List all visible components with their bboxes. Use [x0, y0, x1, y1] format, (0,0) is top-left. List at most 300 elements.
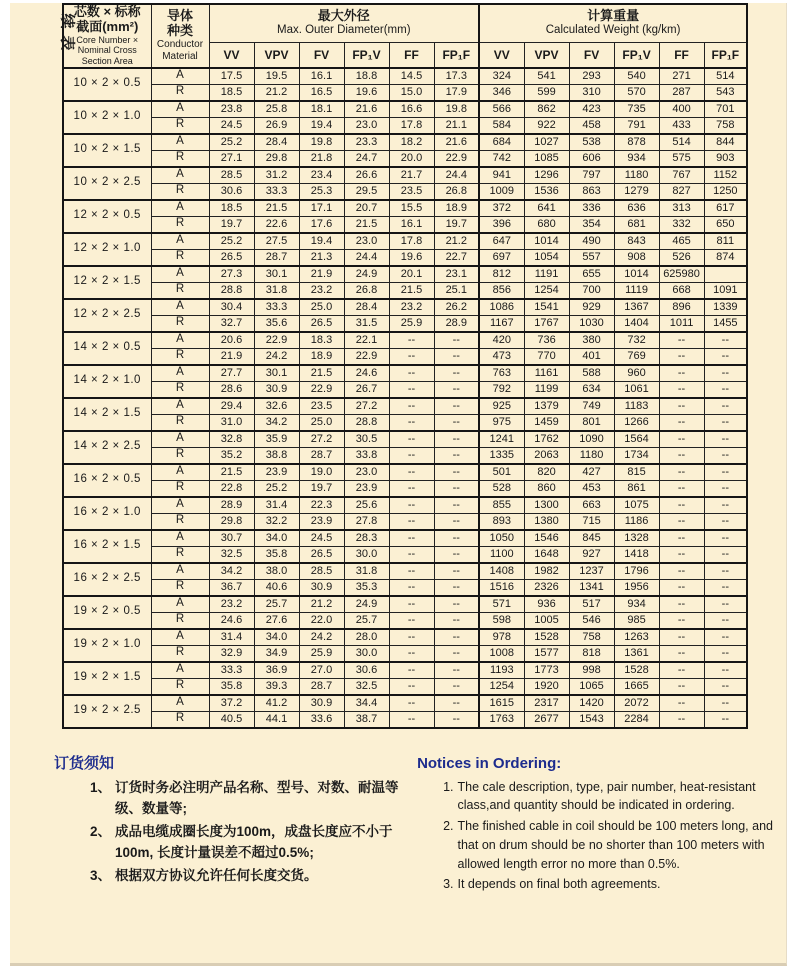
weight-value-cell: 878 — [614, 134, 659, 151]
diameter-value-cell: 21.9 — [209, 348, 254, 365]
weight-value-cell: 543 — [704, 84, 747, 101]
weight-value-cell: 960 — [614, 365, 659, 382]
weight-value-cell: 1008 — [479, 645, 524, 662]
weight-value-cell: 758 — [704, 117, 747, 134]
spec-cell: 16 × 2 × 2.5 — [63, 563, 151, 596]
weight-value-cell: -- — [659, 645, 704, 662]
table-row — [63, 117, 747, 134]
weight-value-cell: 998 — [569, 662, 614, 679]
table-row — [63, 398, 747, 415]
diameter-value-cell: 28.6 — [209, 381, 254, 398]
table-row — [63, 365, 747, 382]
diameter-value-cell: 21.2 — [254, 84, 299, 101]
weight-value-cell: 1734 — [614, 447, 659, 464]
diameter-value-cell: 35.3 — [344, 579, 389, 596]
material-cell: R — [151, 711, 209, 728]
material-cell: A — [151, 68, 209, 85]
weight-value-cell: -- — [659, 348, 704, 365]
diameter-value-cell: -- — [434, 365, 479, 382]
diameter-value-cell: -- — [434, 414, 479, 431]
weight-value-cell: 1516 — [479, 579, 524, 596]
weight-value-cell: -- — [659, 678, 704, 695]
diameter-value-cell: -- — [434, 662, 479, 679]
weight-value-cell: 934 — [614, 150, 659, 167]
diameter-value-cell: 15.5 — [389, 200, 434, 217]
diameter-value-cell: -- — [434, 513, 479, 530]
diameter-value-cell: 24.5 — [299, 530, 344, 547]
weight-value-cell: 1296 — [524, 167, 569, 184]
weight-value-cell: 732 — [614, 332, 659, 349]
weight-value-cell: 812 — [479, 266, 524, 283]
spec-cell: 19 × 2 × 1.0 — [63, 629, 151, 662]
weight-value-cell: 372 — [479, 200, 524, 217]
weight-value-cell: 663 — [569, 497, 614, 514]
diameter-value-cell: 31.5 — [344, 315, 389, 332]
weight-value-cell: 1054 — [524, 249, 569, 266]
diameter-value-cell: 24.6 — [344, 365, 389, 382]
diameter-value-cell: -- — [389, 563, 434, 580]
diameter-value-cell: 25.6 — [344, 497, 389, 514]
weight-value-cell: -- — [704, 365, 747, 382]
diameter-value-cell: 40.6 — [254, 579, 299, 596]
weight-value-cell: 1030 — [569, 315, 614, 332]
diameter-value-cell: 33.8 — [344, 447, 389, 464]
diameter-value-cell: -- — [389, 662, 434, 679]
spec-cell: 19 × 2 × 1.5 — [63, 662, 151, 695]
material-header-en-line1: Conductor — [156, 39, 204, 51]
diameter-value-cell: 34.2 — [209, 563, 254, 580]
diameter-value-cell: 17.8 — [389, 117, 434, 134]
notice-item-text: 订货时务必注明产品名称、型号、对数、耐温等级、数量等; — [115, 779, 399, 816]
weight-value-cell: 684 — [479, 134, 524, 151]
spec-header-cn-line2: 截面(mm²) — [76, 18, 139, 34]
diameter-value-cell: 30.1 — [254, 365, 299, 382]
weight-value-cell: 526 — [659, 249, 704, 266]
table-row — [63, 332, 747, 349]
diameter-value-cell: -- — [434, 464, 479, 481]
diameter-group-header — [209, 4, 479, 43]
weight-value-cell: 985 — [614, 612, 659, 629]
weight-value-cell: -- — [704, 546, 747, 563]
diameter-value-cell: -- — [389, 579, 434, 596]
spec-cell: 12 × 2 × 1.0 — [63, 233, 151, 266]
diameter-value-cell: 20.0 — [389, 150, 434, 167]
diameter-value-cell: 16.5 — [299, 84, 344, 101]
weight-value-cell: 1085 — [524, 150, 569, 167]
weight-value-cell: 541 — [524, 68, 569, 85]
notices-section — [10, 729, 786, 895]
material-cell: R — [151, 612, 209, 629]
spec-cell: 16 × 2 × 1.0 — [63, 497, 151, 530]
spec-header-en-line3: Section Area — [81, 56, 133, 67]
material-cell: R — [151, 579, 209, 596]
diameter-value-cell: 15.0 — [389, 84, 434, 101]
weight-value-cell: 896 — [659, 299, 704, 316]
weight-value-cell: 815 — [614, 464, 659, 481]
weight-value-cell: 655 — [569, 266, 614, 283]
diameter-value-cell: 34.2 — [254, 414, 299, 431]
diameter-value-cell: 22.8 — [209, 480, 254, 497]
weight-value-cell: -- — [704, 348, 747, 365]
notice-item — [90, 822, 409, 864]
diameter-value-cell: 32.8 — [209, 431, 254, 448]
weight-value-cell: 1254 — [524, 282, 569, 299]
diameter-value-cell: 17.6 — [299, 216, 344, 233]
weight-value-cell: 903 — [704, 150, 747, 167]
weight-value-cell: 1014 — [524, 233, 569, 250]
weight-value-cell: -- — [659, 612, 704, 629]
diameter-value-cell: 27.2 — [344, 398, 389, 415]
diameter-value-cell: 23.0 — [344, 233, 389, 250]
notices-english-title: Notices in Ordering: — [417, 754, 562, 772]
diameter-value-cell: 28.7 — [299, 447, 344, 464]
table-row — [63, 282, 747, 299]
weight-value-cell: 1380 — [524, 513, 569, 530]
weight-value-cell: 1191 — [524, 266, 569, 283]
diameter-value-cell: 24.7 — [344, 150, 389, 167]
notice-item-text: The finished cable in coil should be 100 meters long, and that on drum should be no shorter than 100 meters with allowed length error no more than 0.5%. — [457, 819, 773, 871]
weight-value-cell: 1237 — [569, 563, 614, 580]
diameter-value-cell: 26.2 — [434, 299, 479, 316]
weight-value-cell: 715 — [569, 513, 614, 530]
notice-item — [443, 778, 786, 816]
weight-value-cell: -- — [704, 530, 747, 547]
diameter-value-cell: -- — [434, 678, 479, 695]
spec-cell: 16 × 2 × 0.5 — [63, 464, 151, 497]
table-row — [63, 464, 747, 481]
weight-value-cell: 742 — [479, 150, 524, 167]
diameter-value-cell: 30.1 — [254, 266, 299, 283]
table-row — [63, 134, 747, 151]
diameter-value-cell: 29.4 — [209, 398, 254, 415]
weight-value-cell: 701 — [704, 101, 747, 118]
weight-value-cell: 1065 — [569, 678, 614, 695]
column-header-wt-6: FP₁F — [704, 43, 747, 68]
table-row — [63, 563, 747, 580]
weight-value-cell: 1455 — [704, 315, 747, 332]
weight-value-cell: 310 — [569, 84, 614, 101]
diameter-value-cell: 28.4 — [254, 134, 299, 151]
table-row — [63, 84, 747, 101]
diameter-value-cell: 26.6 — [344, 167, 389, 184]
weight-value-cell: -- — [704, 480, 747, 497]
weight-value-cell: 818 — [569, 645, 614, 662]
weight-value-cell: 1328 — [614, 530, 659, 547]
notice-item-number: 1、 — [90, 779, 112, 795]
table-row — [63, 167, 747, 184]
diameter-value-cell: -- — [389, 695, 434, 712]
diameter-value-cell: 16.6 — [389, 101, 434, 118]
notice-item — [443, 817, 786, 873]
diameter-value-cell: -- — [389, 612, 434, 629]
weight-value-cell: 860 — [524, 480, 569, 497]
weight-value-cell: -- — [704, 398, 747, 415]
diameter-value-cell: 19.7 — [299, 480, 344, 497]
notice-item-number: 2. — [443, 819, 454, 834]
weight-value-cell: 1009 — [479, 183, 524, 200]
weight-value-cell: 843 — [614, 233, 659, 250]
weight-value-cell: 1773 — [524, 662, 569, 679]
weight-value-cell: 1199 — [524, 381, 569, 398]
weight-value-cell: 700 — [569, 282, 614, 299]
table-row — [63, 497, 747, 514]
weight-value-cell: 617 — [704, 200, 747, 217]
material-cell: A — [151, 596, 209, 613]
weight-value-cell: 792 — [479, 381, 524, 398]
weight-value-cell: -- — [704, 645, 747, 662]
diameter-value-cell: -- — [434, 447, 479, 464]
diameter-value-cell: 32.2 — [254, 513, 299, 530]
spec-cell: 12 × 2 × 0.5 — [63, 200, 151, 233]
diameter-value-cell: 22.0 — [299, 612, 344, 629]
table-row — [63, 678, 747, 695]
diameter-value-cell: -- — [434, 431, 479, 448]
diameter-value-cell: 28.7 — [254, 249, 299, 266]
material-cell: A — [151, 497, 209, 514]
diameter-value-cell: 24.9 — [344, 596, 389, 613]
column-header-dia-6: FP₁F — [434, 43, 479, 68]
weight-value-cell: -- — [659, 662, 704, 679]
weight-value-cell: 1027 — [524, 134, 569, 151]
diameter-value-cell: 30.0 — [344, 645, 389, 662]
diameter-value-cell: 29.8 — [209, 513, 254, 530]
weight-value-cell: -- — [704, 414, 747, 431]
weight-value-cell: 396 — [479, 216, 524, 233]
weight-value-cell: 1100 — [479, 546, 524, 563]
weight-value-cell: 313 — [659, 200, 704, 217]
diameter-value-cell: 31.4 — [209, 629, 254, 646]
material-column-header — [151, 4, 209, 68]
diameter-value-cell: 33.3 — [209, 662, 254, 679]
diameter-value-cell: 21.3 — [299, 249, 344, 266]
spec-cell: 16 × 2 × 1.5 — [63, 530, 151, 563]
weight-value-cell: 769 — [614, 348, 659, 365]
weight-value-cell: 2072 — [614, 695, 659, 712]
weight-value-cell: 271 — [659, 68, 704, 85]
table-row — [63, 480, 747, 497]
diameter-value-cell: -- — [389, 431, 434, 448]
weight-value-cell: 1404 — [614, 315, 659, 332]
diameter-value-cell: 19.8 — [434, 101, 479, 118]
weight-value-cell: 423 — [569, 101, 614, 118]
diameter-value-cell: 32.5 — [209, 546, 254, 563]
diameter-value-cell: 38.0 — [254, 563, 299, 580]
spec-cell: 12 × 2 × 2.5 — [63, 299, 151, 332]
material-cell: A — [151, 398, 209, 415]
weight-value-cell: 1279 — [614, 183, 659, 200]
diameter-value-cell: 32.6 — [254, 398, 299, 415]
weight-value-cell: 1528 — [614, 662, 659, 679]
diameter-value-cell: 30.4 — [209, 299, 254, 316]
weight-value-cell: 588 — [569, 365, 614, 382]
weight-value-cell: -- — [704, 596, 747, 613]
weight-value-cell: -- — [704, 662, 747, 679]
weight-value-cell: 528 — [479, 480, 524, 497]
weight-value-cell: 571 — [479, 596, 524, 613]
weight-value-cell: 801 — [569, 414, 614, 431]
weight-value-cell: 1152 — [704, 167, 747, 184]
diameter-value-cell: 25.2 — [209, 134, 254, 151]
weight-value-cell: 293 — [569, 68, 614, 85]
weight-value-cell: 1767 — [524, 315, 569, 332]
weight-value-cell: 2677 — [524, 711, 569, 728]
diameter-value-cell: 27.3 — [209, 266, 254, 283]
weight-value-cell: 1250 — [704, 183, 747, 200]
material-cell: R — [151, 414, 209, 431]
weight-value-cell: 770 — [524, 348, 569, 365]
weight-value-cell: 1186 — [614, 513, 659, 530]
diameter-value-cell: -- — [389, 711, 434, 728]
diameter-value-cell: 37.2 — [209, 695, 254, 712]
weight-value-cell: 1075 — [614, 497, 659, 514]
diameter-value-cell: 25.3 — [299, 183, 344, 200]
material-cell: A — [151, 629, 209, 646]
weight-value-cell: -- — [704, 563, 747, 580]
weight-value-cell: -- — [704, 381, 747, 398]
weight-value-cell: 855 — [479, 497, 524, 514]
weight-value-cell: 1263 — [614, 629, 659, 646]
weight-value-cell: -- — [704, 711, 747, 728]
weight-value-cell: 401 — [569, 348, 614, 365]
diameter-value-cell: 19.8 — [299, 134, 344, 151]
notice-item-text: 成品电缆成圈长度为100m，成盘长度应不小于100m, 长度计量误差不超过0.5%; — [115, 823, 393, 860]
diameter-value-cell: -- — [389, 332, 434, 349]
diameter-value-cell: 27.7 — [209, 365, 254, 382]
weight-value-cell: 1161 — [524, 365, 569, 382]
diameter-value-cell: 33.6 — [299, 711, 344, 728]
diameter-value-cell: 30.9 — [299, 579, 344, 596]
material-cell: R — [151, 117, 209, 134]
weight-value-cell: 763 — [479, 365, 524, 382]
notice-item — [90, 778, 409, 820]
table-row — [63, 183, 747, 200]
weight-value-cell: -- — [704, 497, 747, 514]
weight-value-cell: 332 — [659, 216, 704, 233]
diameter-value-cell: 22.1 — [344, 332, 389, 349]
diameter-value-cell: -- — [389, 414, 434, 431]
weight-value-cell: 465 — [659, 233, 704, 250]
diameter-value-cell: 18.5 — [209, 84, 254, 101]
diameter-value-cell: 30.5 — [344, 431, 389, 448]
column-header-wt-5: FF — [659, 43, 704, 68]
weight-value-cell: 1011 — [659, 315, 704, 332]
table-row — [63, 579, 747, 596]
weight-value-cell: 735 — [614, 101, 659, 118]
diameter-value-cell: 21.6 — [434, 134, 479, 151]
weight-value-cell: 668 — [659, 282, 704, 299]
diameter-value-cell: 24.2 — [299, 629, 344, 646]
diameter-value-cell: 18.9 — [434, 200, 479, 217]
weight-value-cell: -- — [659, 398, 704, 415]
weight-value-cell: 1982 — [524, 563, 569, 580]
weight-value-cell: 1090 — [569, 431, 614, 448]
weight-value-cell: 1615 — [479, 695, 524, 712]
diameter-value-cell: 25.1 — [434, 282, 479, 299]
diameter-value-cell: 25.2 — [209, 233, 254, 250]
spec-header-en-line2: Nominal Cross — [77, 45, 137, 56]
diameter-value-cell: -- — [434, 497, 479, 514]
weight-value-cell: 1564 — [614, 431, 659, 448]
diameter-value-cell: -- — [434, 381, 479, 398]
weight-value-cell: 934 — [614, 596, 659, 613]
diameter-value-cell: 25.0 — [299, 299, 344, 316]
material-header-cn-line2: 种类 — [166, 23, 193, 39]
diameter-value-cell: 23.4 — [299, 167, 344, 184]
diameter-value-cell: 17.3 — [434, 68, 479, 85]
weight-value-cell: 458 — [569, 117, 614, 134]
spec-table-body — [63, 68, 747, 728]
weight-value-cell: 634 — [569, 381, 614, 398]
diameter-value-cell: 17.9 — [434, 84, 479, 101]
material-cell: R — [151, 645, 209, 662]
weight-value-cell: 1335 — [479, 447, 524, 464]
diameter-value-cell: 27.6 — [254, 612, 299, 629]
weight-value-cell: 1361 — [614, 645, 659, 662]
weight-value-cell: 1005 — [524, 612, 569, 629]
weight-value-cell: 1183 — [614, 398, 659, 415]
diameter-value-cell: 30.9 — [254, 381, 299, 398]
material-cell: A — [151, 695, 209, 712]
weight-value-cell: 575 — [659, 150, 704, 167]
column-header-dia-4: FP₁V — [344, 43, 389, 68]
weight-value-cell: 767 — [659, 167, 704, 184]
weight-value-cell: -- — [704, 629, 747, 646]
diameter-value-cell: 23.9 — [299, 513, 344, 530]
weight-value-cell: 1665 — [614, 678, 659, 695]
weight-value-cell: 1408 — [479, 563, 524, 580]
spec-header-cn-line1: 芯数 × 标称 — [73, 4, 141, 19]
diameter-value-cell: 38.8 — [254, 447, 299, 464]
diameter-value-cell: -- — [389, 645, 434, 662]
material-cell: A — [151, 299, 209, 316]
weight-value-cell: 697 — [479, 249, 524, 266]
diameter-value-cell: 28.5 — [209, 167, 254, 184]
notice-item-number: 1. — [443, 779, 454, 794]
weight-value-cell: 1254 — [479, 678, 524, 695]
table-row — [63, 596, 747, 613]
diameter-value-cell: -- — [434, 612, 479, 629]
weight-value-cell: 820 — [524, 464, 569, 481]
diameter-value-cell: 26.8 — [434, 183, 479, 200]
notice-item-number: 2、 — [90, 823, 112, 839]
table-row — [63, 612, 747, 629]
weight-value-cell: 647 — [479, 233, 524, 250]
weight-value-cell: 893 — [479, 513, 524, 530]
weight-value-cell: -- — [659, 546, 704, 563]
weight-value-cell: 1459 — [524, 414, 569, 431]
weight-value-cell: 927 — [569, 546, 614, 563]
weight-value-cell: 566 — [479, 101, 524, 118]
weight-value-cell: 863 — [569, 183, 614, 200]
weight-value-cell: -- — [659, 332, 704, 349]
notice-item-number: 3、 — [90, 867, 112, 883]
column-header-dia-5: FF — [389, 43, 434, 68]
weight-value-cell: 625980 — [659, 266, 704, 283]
diameter-value-cell: 39.3 — [254, 678, 299, 695]
weight-value-cell: 1266 — [614, 414, 659, 431]
table-row — [63, 447, 747, 464]
weight-value-cell: 856 — [479, 282, 524, 299]
weight-value-cell: 400 — [659, 101, 704, 118]
weight-value-cell: 936 — [524, 596, 569, 613]
diameter-value-cell: 19.7 — [434, 216, 479, 233]
material-cell: A — [151, 332, 209, 349]
weight-value-cell: 827 — [659, 183, 704, 200]
weight-value-cell: -- — [659, 480, 704, 497]
material-cell: R — [151, 513, 209, 530]
notices-english-list — [417, 778, 786, 895]
diameter-value-cell: -- — [434, 711, 479, 728]
